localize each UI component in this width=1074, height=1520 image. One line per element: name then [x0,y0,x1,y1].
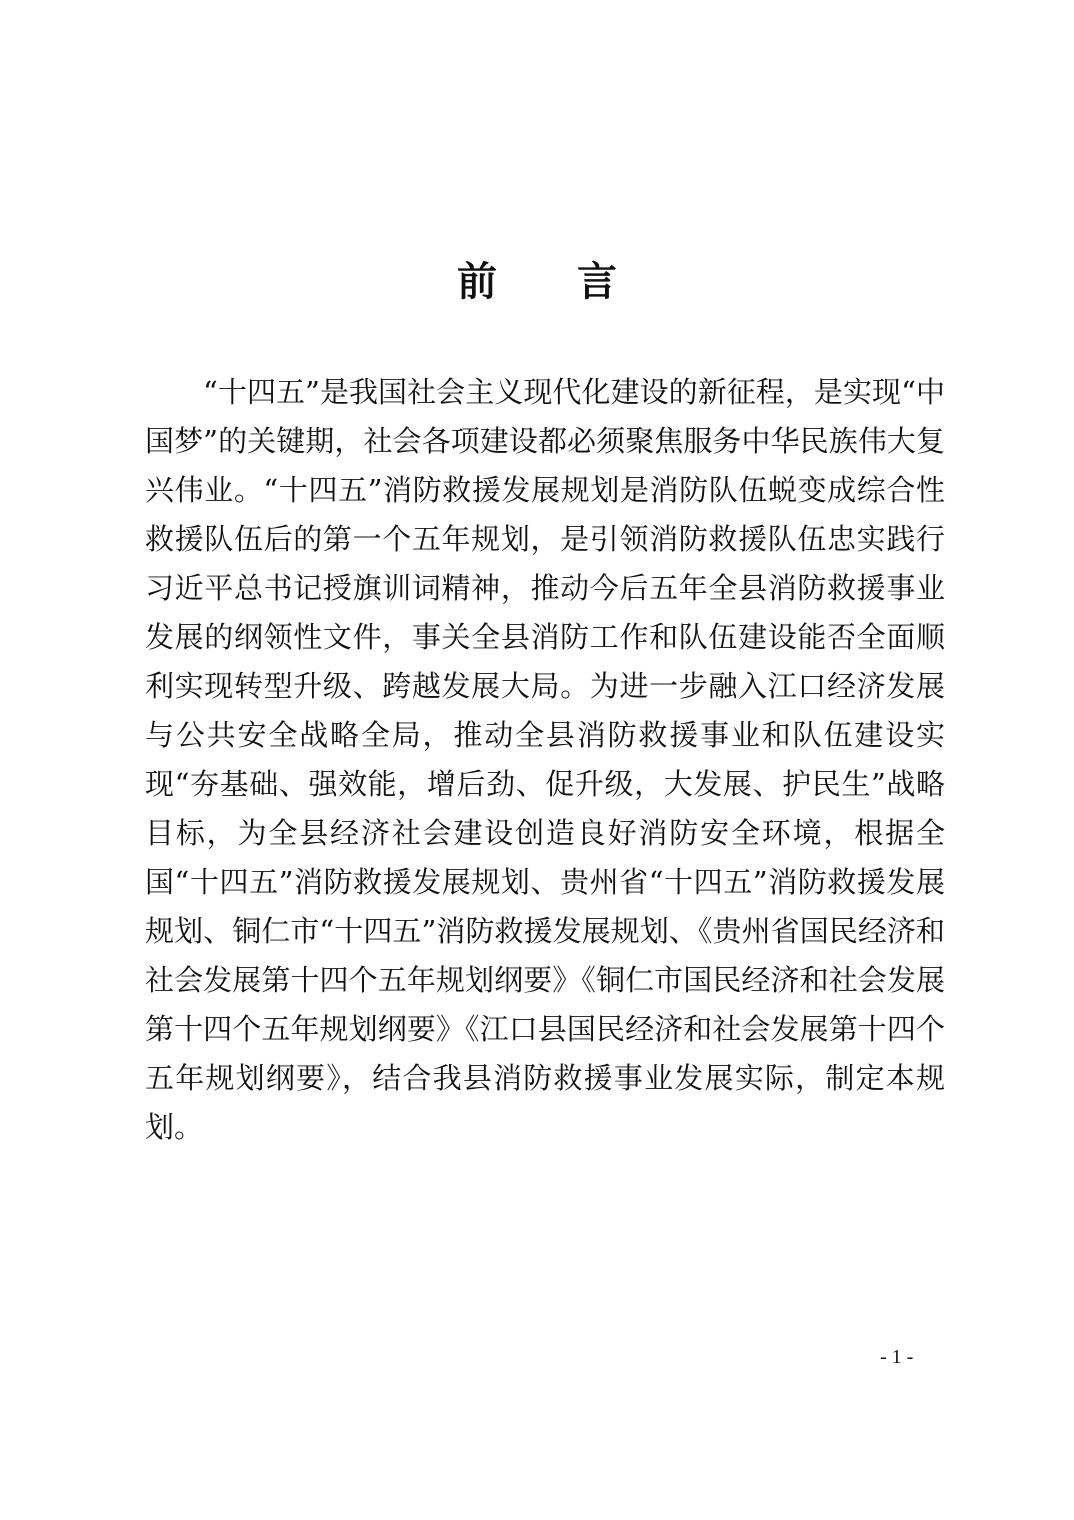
title-char-2: 言 [577,258,617,305]
preface-paragraph [145,368,945,1152]
page-number: - 1 - [880,1346,914,1368]
preface-paragraph-text: “十四五”是我国社会主义现代化建设的新征程，是实现“中国梦”的关键期，社会各项建设都必须聚焦服务中华民族伟大复兴伟业。“十四五”消防救援发展规划是消防队伍蜕变成综合性救援队伍后的第一个五年规划，是引领消防救援队伍忠实践行习近平总书记授旗训词精神，推动今后五年全县消防救援事业发展的纲领性文件，事关全县消防工作和队伍建设能否全面顺利实现转型升级、跨越发展大局。为进一步融入江口经济发展与公共安全战略全局，推动全县消防救援事业和队伍建设实现“夯基础、强效能，增后劲、促升级，大发展、护民生”战略目标，为全县经济社会建设创造良好消防安全环境，根据全国“十四五”消防救援发展规划、贵州省“十四五”消防救援发展规划、铜仁市“十四五”消防救援发展规划、《贵州省国民经济和社会发展第十四个五年规划纲要》《铜仁市国民经济和社会发展第十四个五年规划纲要》《江口县国民经济和社会发展第十四个五年规划纲要》，结合我县消防救援事业发展实际，制定本规划。 [145,375,945,1144]
page-title [0,252,1074,312]
title-char-1: 前 [457,258,497,305]
